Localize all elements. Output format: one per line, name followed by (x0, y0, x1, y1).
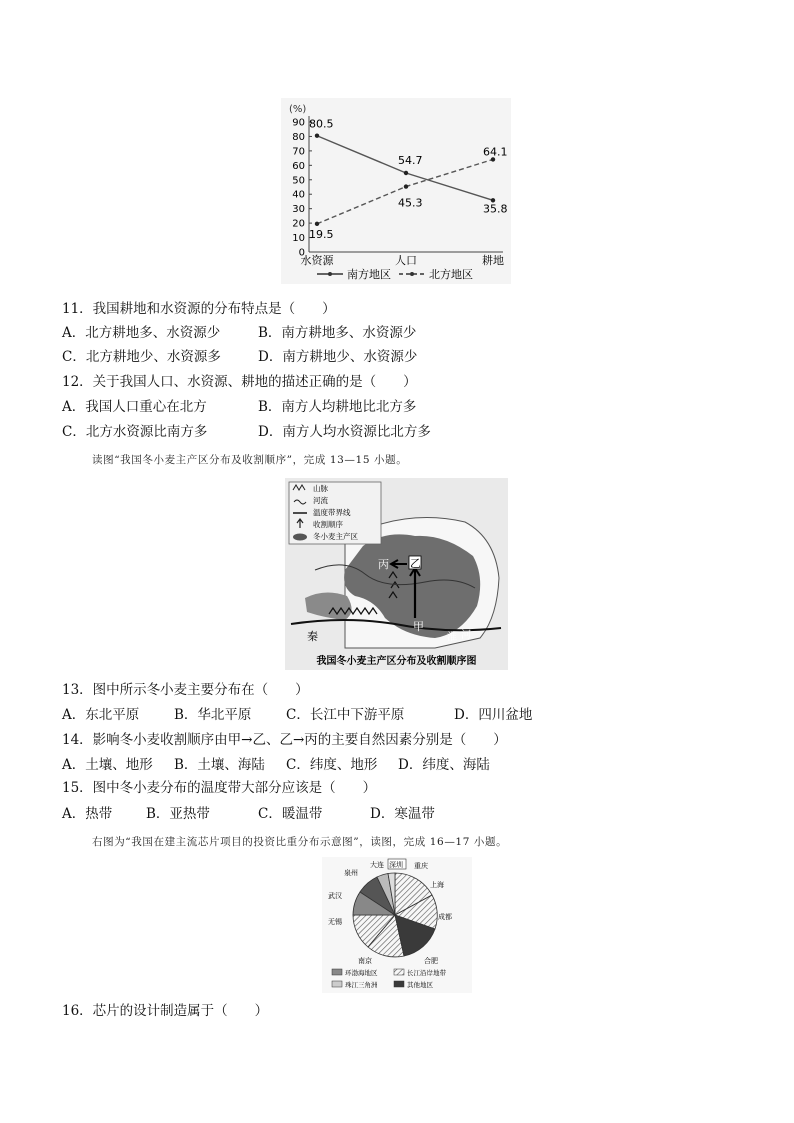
north-point (315, 222, 319, 226)
pie-label-wuhan: 武汉 (328, 892, 342, 900)
legend-north-label: 北方地区 (429, 268, 473, 281)
label-qin: 秦 (307, 630, 318, 643)
pie-legend-pearl: 珠江三角洲 (345, 981, 378, 989)
q12-option-c: C．北方水资源比南方多 (62, 424, 208, 440)
q13-option-c: C．长江中下游平原 (286, 707, 405, 723)
y-tick-label: 80 (292, 131, 305, 143)
q12-option-b: B．南方人均耕地比北方多 (258, 399, 417, 415)
y-tick-label: 20 (292, 218, 305, 230)
north-point (404, 184, 408, 188)
q11-stem: 11．我国耕地和水资源的分布特点是（ ） (62, 301, 336, 317)
q13-option-d: D．四川盆地 (454, 707, 533, 723)
q15-stem: 15．图中冬小麦分布的温度带大部分应该是（ ） (62, 780, 377, 796)
q11-option-a: A．北方耕地多、水资源少 (62, 325, 221, 341)
line-chart-figure (281, 98, 511, 284)
q12-options-row1 (62, 398, 416, 416)
north-data-label: 45.3 (398, 196, 423, 210)
q15-option-d: D．寒温带 (370, 806, 435, 822)
y-unit-label: (%) (289, 104, 307, 115)
q14-stem: 14．影响冬小麦收割顺序由甲→乙、乙→丙的主要自然因素分别是（ ） (62, 732, 507, 748)
pie-legend-swatch-bohai (332, 969, 342, 975)
x-category-label: 耕地 (482, 254, 504, 267)
label-bing: 丙 (378, 558, 389, 571)
q12-stem: 12．关于我国人口、水资源、耕地的描述正确的是（ ） (62, 374, 417, 390)
q14-option-d: D．纬度、海陆 (398, 757, 490, 773)
pie-legend-swatch-pearl (332, 981, 342, 987)
pie-label-shanghai: 上海 (430, 881, 444, 889)
north-data-label: 64.1 (483, 145, 508, 159)
y-tick-label: 10 (292, 233, 305, 245)
y-tick-label: 40 (292, 189, 305, 201)
line-chart (281, 98, 511, 284)
pie-chart (322, 857, 472, 993)
north-data-label: 19.5 (309, 227, 334, 241)
pie-legend-yangtze: 长江沿岸地带 (407, 969, 446, 977)
x-category-label: 水资源 (300, 254, 334, 267)
south-data-label: 80.5 (309, 117, 334, 131)
pie-label-nanjing: 南京 (358, 957, 372, 965)
label-yi: 乙 (410, 557, 421, 570)
q13-options (62, 706, 532, 724)
x-category-label: 人口 (395, 254, 417, 267)
map-legend-boundary: 温度带界线 (313, 508, 351, 517)
map-caption: 我国冬小麦主产区分布及收割顺序图 (316, 656, 477, 667)
q13-stem: 13．图中所示冬小麦主要分布在（ ） (62, 682, 309, 698)
q11-options-row2 (62, 348, 417, 366)
intro-16-17: 右图为“我国在建主流芯片项目的投资比重分布示意图”，读图，完成 16—17 小题。 (92, 836, 508, 848)
q14-option-b: B．土壤、海陆 (174, 757, 265, 773)
pie-label-wuxi: 无锡 (328, 918, 342, 926)
pie-label-chengdu: 成都 (438, 913, 452, 921)
series-south-line (317, 136, 493, 201)
intro-13-15: 读图“我国冬小麦主产区分布及收割顺序”，完成 13—15 小题。 (92, 454, 408, 466)
map-legend-mountain: 山脉 (313, 484, 328, 493)
q12-options-row2 (62, 423, 431, 441)
q11-option-d: D．南方耕地少、水资源少 (258, 349, 418, 365)
map-legend-wheat: 冬小麦主产区 (313, 532, 358, 541)
q11-option-c: C．北方耕地少、水资源多 (62, 349, 221, 365)
q13-option-a: A．东北平原 (62, 707, 140, 723)
label-jia: 甲 (413, 620, 424, 633)
q15-option-a: A．热带 (62, 806, 113, 822)
south-data-label: 35.8 (483, 202, 508, 216)
pie-legend-bohai: 环渤海地区 (345, 969, 378, 977)
q16-stem: 16．芯片的设计制造属于（ ） (62, 1003, 269, 1019)
legend-north-marker (410, 272, 414, 276)
pie-legend-swatch-other (394, 981, 404, 987)
pie-label-hefei: 合肥 (424, 957, 438, 965)
q15-option-b: B．亚热带 (146, 806, 210, 822)
wheat-area-icon (293, 534, 307, 541)
wheat-map-figure (285, 478, 508, 670)
legend-south-label: 南方地区 (347, 268, 391, 281)
map-legend-river: 河流 (313, 496, 328, 505)
map-legend-order: 收割顺序 (313, 520, 343, 529)
q13-option-b: B．华北平原 (174, 707, 252, 723)
south-point (315, 134, 319, 138)
q15-options (62, 805, 435, 823)
q15-option-c: C．暖温带 (258, 806, 323, 822)
pie-label-quanzhou: 泉州 (344, 869, 358, 877)
pie-label-shenzhen: 深圳 (389, 861, 403, 869)
q14-options (62, 756, 490, 774)
y-tick-label: 90 (292, 117, 305, 129)
y-tick-label: 70 (292, 146, 305, 158)
label-huai: 淮 (447, 632, 457, 643)
pie-label-chongqing: 重庆 (414, 862, 428, 870)
q14-option-a: A．土壤、地形 (62, 757, 153, 773)
label-he: 河 (461, 630, 471, 641)
pie-legend-swatch-yangtze (394, 969, 404, 975)
q14-option-c: C．纬度、地形 (286, 757, 378, 773)
legend-south-marker (328, 272, 332, 276)
pie-legend-other: 其他地区 (407, 981, 433, 989)
wheat-area-west (305, 592, 352, 620)
q12-option-a: A．我国人口重心在北方 (62, 399, 207, 415)
y-tick-label: 50 (292, 175, 305, 187)
q11-options-row1 (62, 324, 416, 342)
wheat-map (285, 478, 508, 670)
south-data-label: 54.7 (398, 153, 423, 167)
y-tick-label: 60 (292, 160, 305, 172)
south-point (404, 171, 408, 175)
q11-option-b: B．南方耕地多、水资源少 (258, 325, 417, 341)
y-tick-label: 0 (298, 247, 305, 259)
y-tick-label: 30 (292, 204, 305, 216)
pie-label-dalian: 大连 (370, 861, 384, 869)
pie-chart-figure (322, 857, 472, 993)
q12-option-d: D．南方人均水资源比北方多 (258, 424, 431, 440)
